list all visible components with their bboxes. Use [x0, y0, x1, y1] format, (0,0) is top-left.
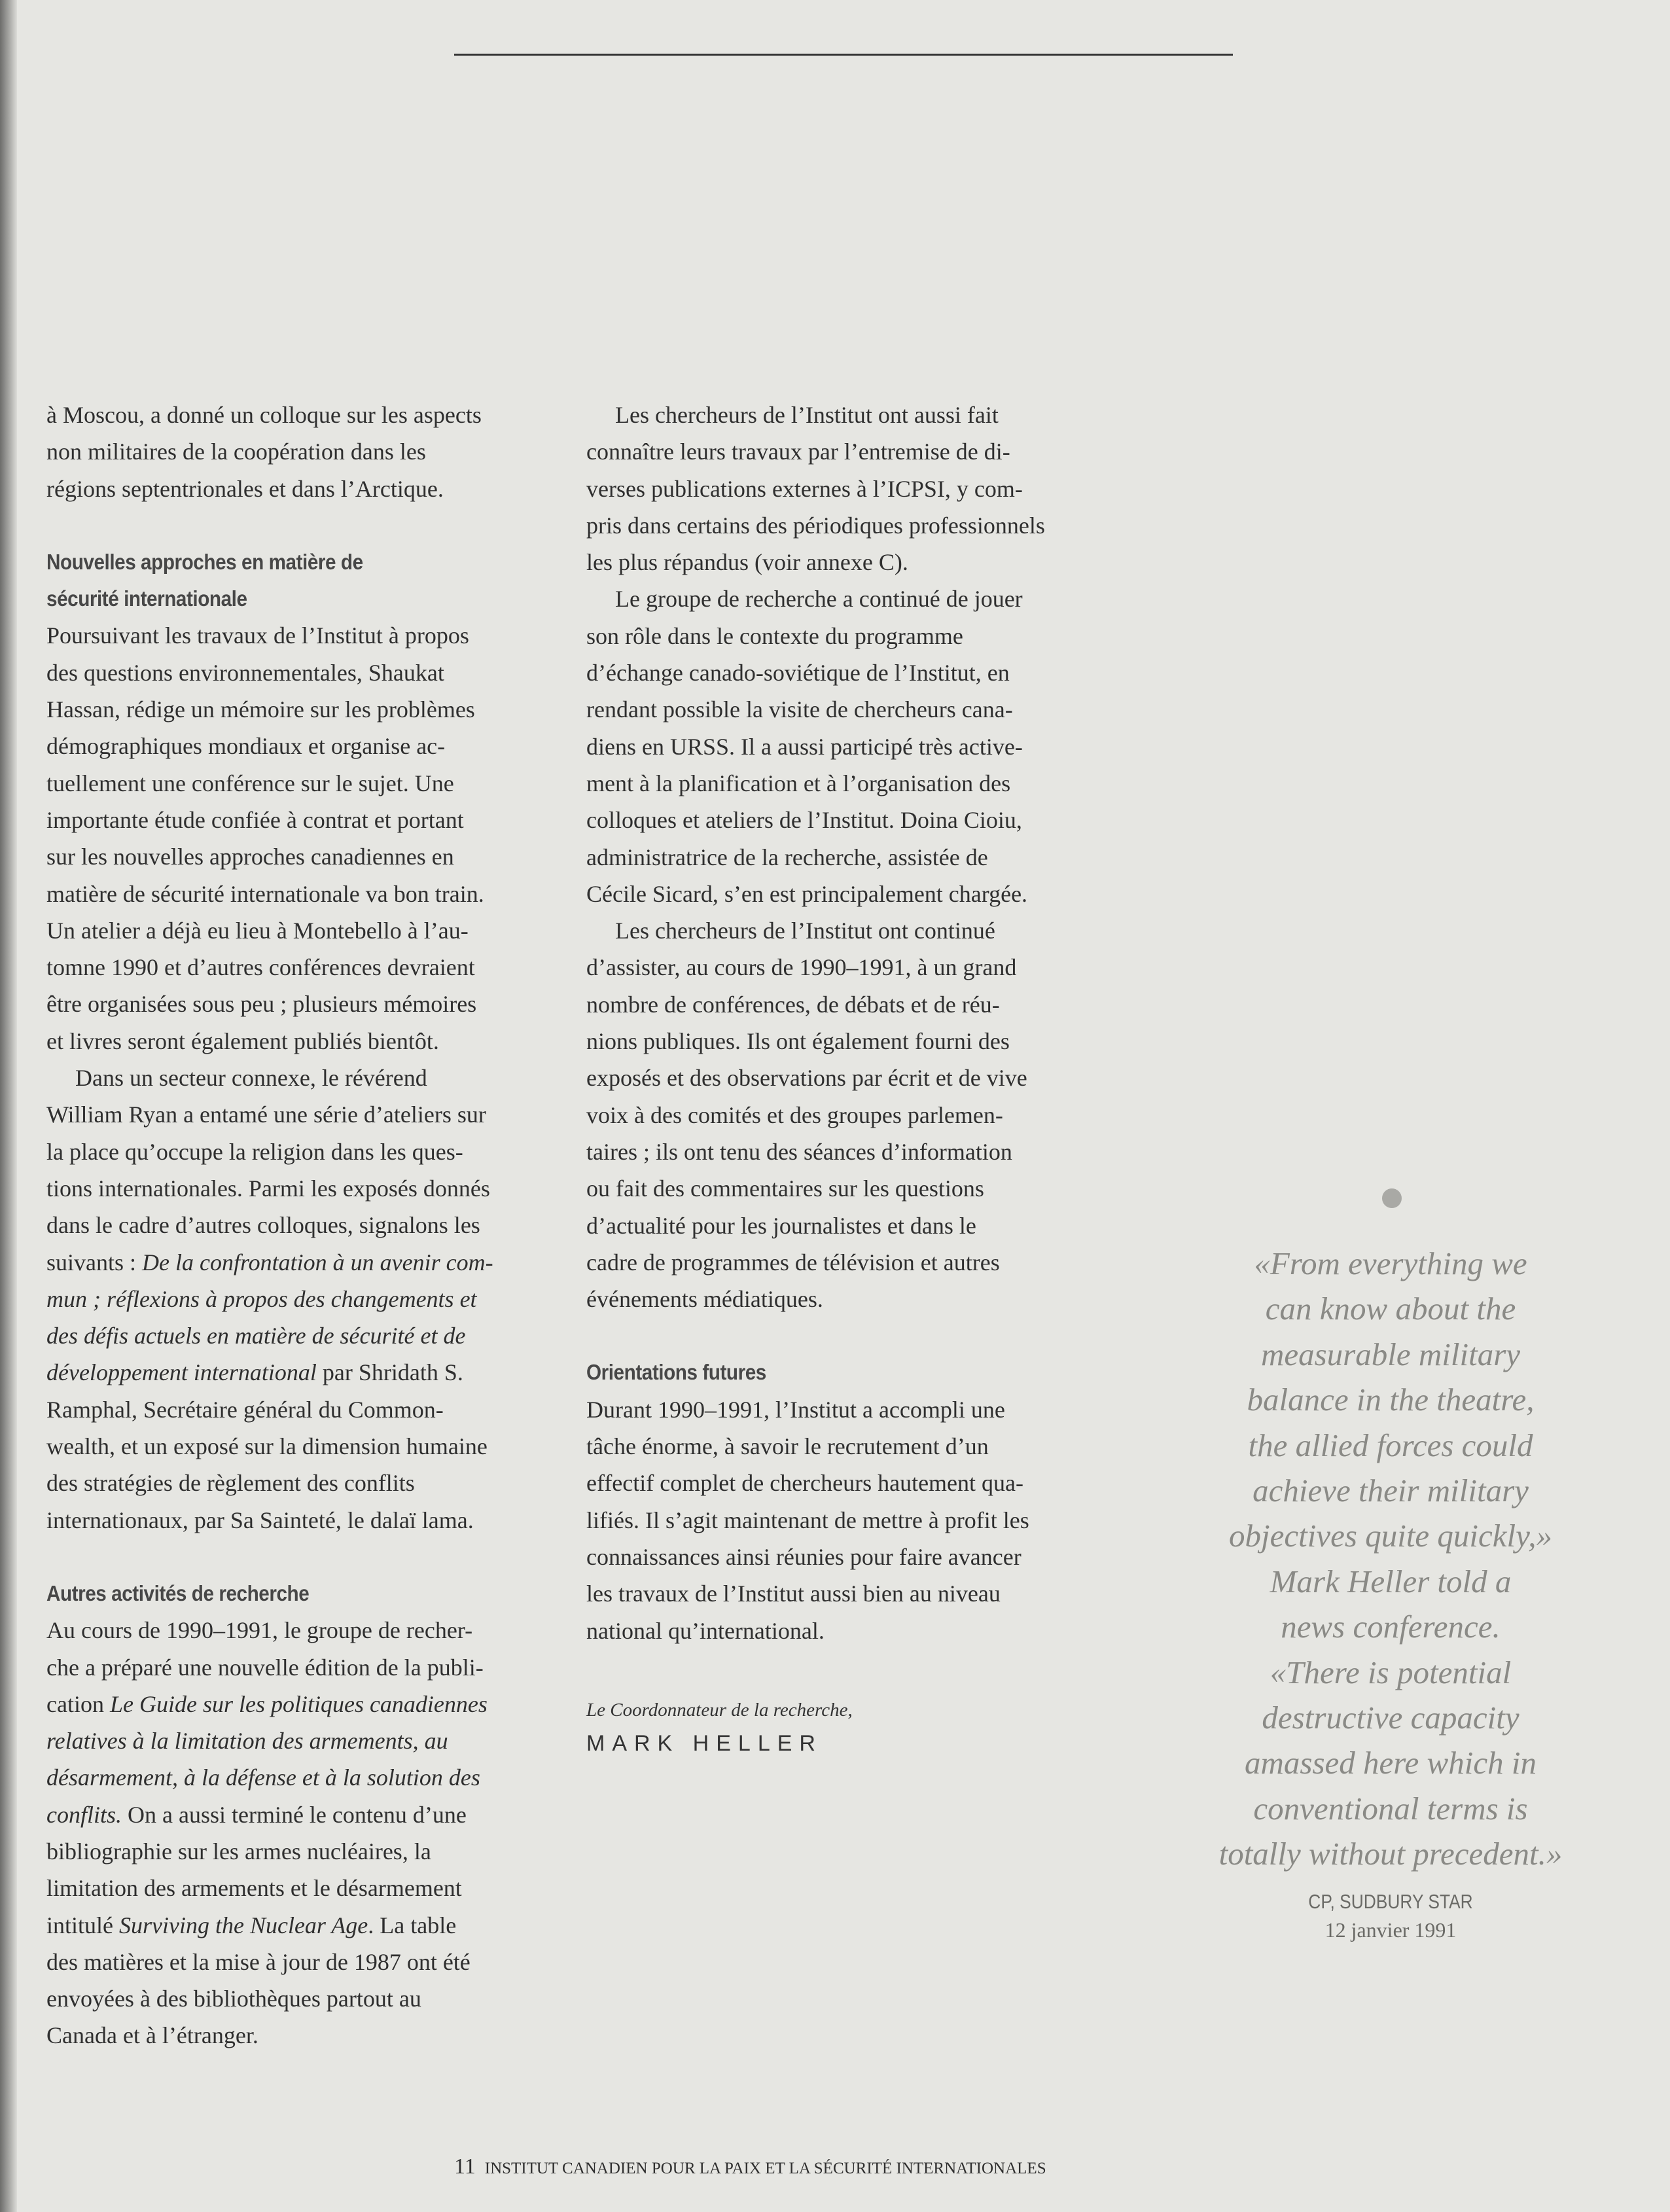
text-line: nions publiques. Ils ont également fourni des — [586, 1028, 1010, 1055]
publication-title: Surviving the Nuclear Age — [119, 1912, 368, 1938]
text-line: lifiés. Il s’agit maintenant de mettre à profit les — [586, 1507, 1029, 1533]
text-line: verses publications externes à l’ICPSI, y com- — [586, 475, 1023, 502]
text-line — [46, 1722, 557, 1759]
text-line — [46, 1281, 557, 1317]
paragraph — [586, 1391, 1097, 1649]
text-line: d’échange canado-soviétique de l’Institut, en — [586, 660, 1010, 687]
quote-source-name: CP, SUDBURY STAR — [1308, 1890, 1473, 1913]
text-line: limitation des armements et le désarmement — [46, 1875, 462, 1902]
publication-title: désarmement, à la défense et à la solution des — [46, 1764, 480, 1791]
section-heading: Orientations futures — [586, 1360, 766, 1385]
text-line: non militaires de la coopération dans les — [46, 438, 426, 465]
text-line: taires ; ils ont tenu des séances d’information — [586, 1138, 1012, 1165]
text-line: diens en URSS. Il a aussi participé très active- — [586, 733, 1023, 760]
quote-line: totally without precedent.» — [1218, 1836, 1563, 1872]
quote-line: conventional terms is — [1253, 1790, 1528, 1827]
text-run: suivants : — [46, 1249, 143, 1275]
text-line: les plus répandus (voir annexe C). — [586, 549, 908, 576]
quote-line: Mark Heller told a — [1270, 1563, 1512, 1599]
text-line: Les chercheurs de l’Institut ont continué — [615, 918, 995, 944]
text-line: bibliographie sur les armes nucléaires, la — [46, 1838, 431, 1864]
text-line: tuellement une conférence sur le sujet. Une — [46, 770, 454, 796]
signature-name: MARK HELLER — [586, 1730, 823, 1756]
text-line: régions septentrionales et dans l’Arctique. — [46, 475, 444, 502]
intro-paragraph — [46, 397, 557, 507]
text-line: tions internationales. Parmi les exposés donnés — [46, 1175, 490, 1202]
text-run: cation — [46, 1690, 110, 1717]
text-line: tâche énorme, à savoir le recrutement d’un — [586, 1433, 989, 1460]
text-line: d’actualité pour les journalistes et dans le — [586, 1212, 976, 1239]
text-line: wealth, et un exposé sur la dimension humaine — [46, 1433, 488, 1460]
text-line: rendant possible la visite de chercheurs cana- — [586, 696, 1013, 723]
pull-quote — [1178, 1241, 1603, 1877]
text-line: sur les nouvelles approches canadiennes en — [46, 844, 454, 870]
text-line: Dans un secteur connexe, le révérend — [75, 1065, 427, 1092]
paragraph — [586, 580, 1097, 912]
text-line: William Ryan a entamé une série d’ateliers sur — [46, 1101, 486, 1128]
text-line: effectif complet de chercheurs hautement qua- — [586, 1470, 1024, 1497]
text-line: Cécile Sicard, s’en est principalement chargée. — [586, 880, 1028, 907]
quote-line: «There is potential — [1270, 1654, 1512, 1690]
text-line: Hassan, rédige un mémoire sur les problèmes — [46, 696, 475, 723]
publication-title: mun ; réflexions à propos des changements et — [46, 1285, 477, 1312]
text-line: pris dans certains des périodiques professionnels — [586, 512, 1045, 539]
text-line: démographiques mondiaux et organise ac- — [46, 733, 446, 760]
quote-line: news conference. — [1281, 1609, 1501, 1645]
text-line: connaissances ainsi réunies pour faire avancer — [586, 1543, 1022, 1570]
text-line: des stratégies de règlement des conflits — [46, 1470, 415, 1497]
text-line: che a préparé une nouvelle édition de la publi- — [46, 1654, 484, 1681]
text-line: Ramphal, Secrétaire général du Common- — [46, 1396, 444, 1423]
quote-source — [1178, 1887, 1603, 1944]
quote-line: objectives quite quickly,» — [1229, 1518, 1552, 1554]
text-line: ment à la planification et à l’organisation des — [586, 770, 1011, 796]
paragraph — [46, 1612, 557, 2054]
text-line: Durant 1990–1991, l’Institut a accompli une — [586, 1396, 1005, 1423]
text-line: administratrice de la recherche, assistée de — [586, 844, 988, 870]
footer-text: INSTITUT CANADIEN POUR LA PAIX ET LA SÉCURITÉ INTERNATIONALES — [484, 2160, 1046, 2177]
text-line: des matières et la mise à jour de 1987 ont été — [46, 1948, 471, 1975]
text-line: Canada et à l’étranger. — [46, 2022, 258, 2049]
text-line — [46, 1686, 557, 1722]
quote-line: achieve their military — [1252, 1472, 1529, 1509]
middle-column — [586, 397, 1097, 1762]
quote-line: balance in the theatre, — [1247, 1382, 1535, 1418]
quote-source-date: 12 janvier 1991 — [1324, 1918, 1457, 1942]
text-line — [46, 1796, 557, 1833]
quote-line: can know about the — [1265, 1291, 1516, 1327]
text-line: dans le cadre d’autres colloques, signalons les — [46, 1212, 480, 1239]
page-binding-edge — [0, 0, 17, 2212]
text-line: Un atelier a déjà eu lieu à Montebello à l’au- — [46, 917, 469, 944]
text-line: Au cours de 1990–1991, le groupe de recher- — [46, 1617, 473, 1644]
text-line: ou fait des commentaires sur les questions — [586, 1175, 984, 1202]
text-line: envoyées à des bibliothèques partout au — [46, 1986, 421, 2012]
publication-title: conflits. — [46, 1801, 122, 1828]
quote-line: measurable military — [1260, 1336, 1521, 1372]
publication-title: développement international — [46, 1359, 317, 1386]
page-number: 11 — [454, 2154, 476, 2179]
text-line — [46, 1244, 557, 1281]
text-line: des questions environnementales, Shaukat — [46, 659, 444, 686]
text-line — [46, 1759, 557, 1796]
text-line: à Moscou, a donné un colloque sur les aspects — [46, 402, 482, 428]
text-line: Les chercheurs de l’Institut ont aussi fait — [615, 402, 999, 428]
quote-line: «From everything we — [1254, 1245, 1527, 1281]
paragraph — [46, 1060, 557, 1539]
text-line: et livres seront également publiés bientôt. — [46, 1027, 439, 1054]
text-line — [46, 1907, 557, 1944]
text-line: matière de sécurité internationale va bon train. — [46, 880, 484, 907]
text-line: la place qu’occupe la religion dans les ques- — [46, 1138, 463, 1165]
text-line — [46, 1354, 557, 1391]
publication-title: De la confrontation à un avenir com- — [142, 1249, 493, 1275]
text-run: intitulé — [46, 1912, 119, 1938]
quote-bullet-icon — [1382, 1188, 1402, 1208]
text-line: Le groupe de recherche a continué de jouer — [615, 586, 1023, 613]
quote-line: the allied forces could — [1248, 1427, 1533, 1463]
text-line: national qu’international. — [586, 1617, 825, 1644]
text-run: par Shridath S. — [316, 1359, 463, 1386]
text-run: . La table — [368, 1912, 457, 1938]
text-line — [46, 1317, 557, 1354]
text-line: tomne 1990 et d’autres conférences devraient — [46, 954, 475, 981]
text-run: On a aussi terminé le contenu d’une — [122, 1801, 467, 1828]
heading-line: sécurité internationale — [46, 586, 247, 611]
paragraph — [586, 912, 1097, 1317]
text-line: les travaux de l’Institut aussi bien au niveau — [586, 1580, 1001, 1607]
text-line: cadre de programmes de télévision et autres — [586, 1249, 1000, 1275]
heading-line: Nouvelles approches en matière de — [46, 549, 363, 574]
paragraph — [46, 617, 557, 1060]
left-column — [46, 397, 557, 2054]
top-rule — [454, 54, 1233, 56]
quote-line: destructive capacity — [1262, 1700, 1519, 1736]
text-line: être organisées sous peu ; plusieurs mémoires — [46, 991, 477, 1018]
text-line: colloques et ateliers de l’Institut. Doina Cioiu, — [586, 807, 1022, 834]
text-line: exposés et des observations par écrit et de vive — [586, 1065, 1027, 1092]
publication-title: relatives à la limitation des armements, au — [46, 1728, 448, 1755]
text-line: nombre de conférences, de débats et de réu- — [586, 991, 1000, 1018]
publication-title: Le Guide sur les politiques canadiennes — [109, 1690, 488, 1717]
signature-role: Le Coordonnateur de la recherche, — [586, 1699, 853, 1721]
text-line: événements médiatiques. — [586, 1286, 823, 1313]
text-line: son rôle dans le contexte du programme — [586, 622, 963, 649]
text-line: internationaux, par Sa Sainteté, le dalaï lama. — [46, 1507, 474, 1533]
text-line: importante étude confiée à contrat et portant — [46, 806, 464, 833]
page-footer — [454, 2155, 1305, 2181]
text-line: d’assister, au cours de 1990–1991, à un grand — [586, 954, 1017, 981]
publication-title: des défis actuels en matière de sécurité et de — [46, 1323, 466, 1349]
text-line: connaître leurs travaux par l’entremise de di- — [586, 438, 1010, 465]
section-heading — [46, 544, 506, 618]
text-line: voix à des comités et des groupes parlemen- — [586, 1101, 1003, 1128]
text-line: Poursuivant les travaux de l’Institut à propos — [46, 622, 469, 649]
quote-line: amassed here which in — [1245, 1745, 1537, 1781]
section-heading: Autres activités de recherche — [46, 1580, 310, 1605]
paragraph — [586, 397, 1097, 580]
